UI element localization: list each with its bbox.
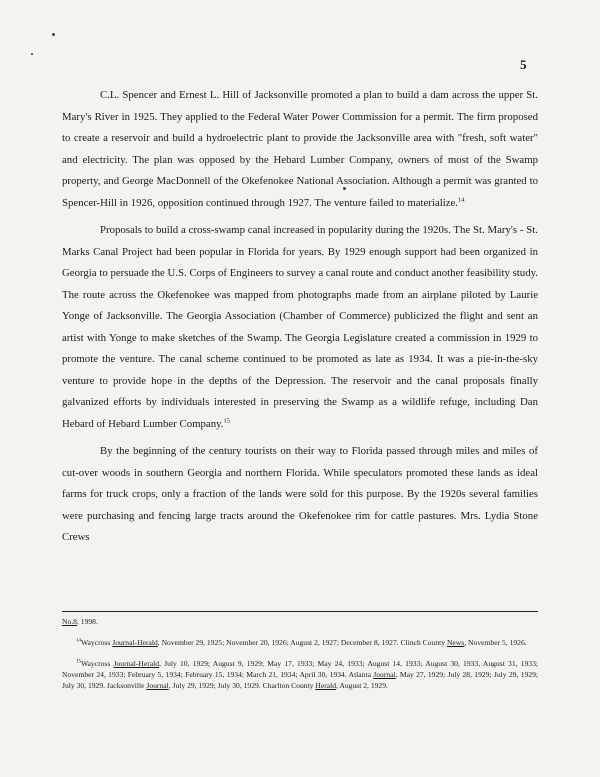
- scan-speck: [31, 53, 33, 55]
- body-text: [62, 85, 538, 549]
- footnote-text: , November 29, 1925; November 20, 1926; August 2, 1927; December 8, 1927. Clinch County: [157, 638, 447, 647]
- scan-speck: [52, 33, 55, 36]
- publication-title: Herald: [315, 681, 337, 690]
- footnote-reference: 15: [223, 416, 230, 424]
- paragraph: By the beginning of the century tourists on their way to Florida passed through miles and miles of cut-over woods in southern Georgia and northern Florida. While speculators promoted these lands as ideal farms for truck crops, only a fraction of the lands were sold for this purpose. By the 1920s several families were purchasing and fencing large tracts around the Okefenokee rim for cattle pastures. Mrs. Lydia Stone Crews: [62, 445, 538, 543]
- publication-title: Journal-Herald: [113, 659, 160, 668]
- footnote-text: , May 27, 1929; July 28, 1929; July 29, 1929; July 30, 1929. Jacksonville: [62, 670, 538, 690]
- paragraph: C.L. Spencer and Ernest L. Hill of Jacksonville promoted a plan to build a dam across the upper St. Mary's River in 1925. They applied to the Federal Water Power Commission for a permit. The firm proposed to create a reservoir and build a hydroelectric plant to provide the Jacksonville area with "fresh, soft water" and electricity. The plan was opposed by the Hebard Lumber Company, owners of most of the Swamp property, and George MacDonnell of the Okefenokee National Association. Although a permit was granted to Spencer-Hill in 1926, opposition continued through 1927. The venture failed to materialize.$^{14}$: [62, 89, 538, 209]
- page-number: 5: [520, 57, 527, 72]
- footnote-reference: 14: [457, 195, 465, 203]
- footnote-separator: [62, 611, 538, 612]
- footnote-text: Waycross: [81, 638, 113, 647]
- footnote-text: , August 2, 1929.: [336, 681, 388, 690]
- paragraph: Proposals to build a cross-swamp canal increased in popularity during the 1920s. The St. Mary's - St. Marks Canal Project had been popular in Florida for years. By 1929 enough support had been organized in Georgia to persuade the U.S. Corps of Engineers to survey a canal route and conduct another feasibility study. The route across the Okefenokee was mapped from photographs made from an airplane piloted by Laurie Yonge of Jacksonville. The Georgia Association (Chamber of Commerce) publicized the flight and sent an artist with Yonge to make sketches of the Swamp. The Georgia Legislature created a commission in 1929 to promote the venture. The canal scheme continued to be promoted as late as 1934. It was a pie-in-the-sky venture to provide hope in the depths of the Depression. The reservoir and the canal proposals finally galvanized efforts by individuals interested in preserving the Swamp as a wildlife refuge, including Dan Hebard of Hebard Lumber Company.$^{15}$: [62, 224, 538, 430]
- footnote-text: Waycross: [81, 659, 114, 668]
- publication-title: Journal-Herald: [112, 638, 158, 647]
- publication-title: News: [446, 638, 465, 647]
- footnotes: [62, 616, 538, 701]
- footnote-text: , July 29, 1929; July 30, 1929. Charlton County: [168, 681, 316, 690]
- footnote-text: , July 10, 1929; August 9, 1929; May 17, 1933; May 24, 1933; August 14, 1933; August 30, 1933, August 31, 1933; November 24, 1933; February 5, 1934; February 15, 1934; March 21, 1934; April 30, 1934. Atlanta: [62, 659, 538, 679]
- footnote-text: , November 5, 1926.: [464, 638, 527, 647]
- footnote-carryover: No.8, 1998.: [62, 617, 98, 626]
- publication-title: Journal: [373, 670, 396, 679]
- footnote-14: $^{14}$Waycross Journal-Herald, November 29, 1925; November 20, 1926; August 2, 1927; December 8, 1927. Clinch County News, November 5, 1926.: [76, 638, 527, 647]
- publication-title: Journal: [146, 681, 169, 690]
- footnote-15: $^{15}$Waycross Journal-Herald, July 10, 1929; August 9, 1929; May 17, 1933; May 24, 1933; August 14, 1933; August 30, 1933, August 31, 1933; November 24, 1933; February 5, 1934; February 15, 1934; March 21, 1934; April 30, 1934. Atlanta Journal, May 27, 1929; July 28, 1929; July 29, 1929; July 30, 1929. Jacksonville Journal, July 29, 1929; July 30, 1929. Charlton County Herald, August 2, 1929.: [62, 659, 538, 690]
